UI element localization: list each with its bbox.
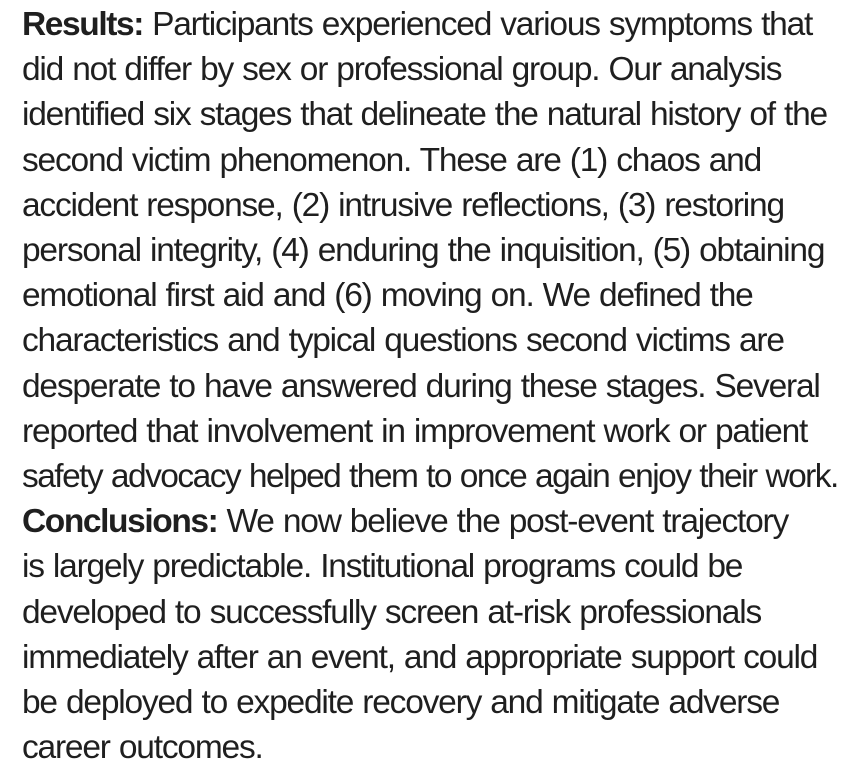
results-section <box>22 2 838 499</box>
conclusions-line: be deployed to expedite recovery and mitigate adverse <box>22 684 780 722</box>
results-line: characteristics and typical questions second victims are <box>22 322 784 360</box>
conclusions-line: developed to successfully screen at-risk professionals <box>22 593 761 631</box>
results-line: second victim phenomenon. These are (1) chaos and <box>22 141 762 179</box>
results-line: desperate to have answered during these stages. Several <box>22 367 820 405</box>
results-text: Participants experienced various symptoms that <box>142 6 813 43</box>
conclusions-line: is largely predictable. Institutional programs could be <box>22 548 743 586</box>
abstract-text <box>22 2 838 770</box>
conclusions-line-1 <box>22 499 838 544</box>
conclusions-line: career outcomes. <box>22 729 263 767</box>
conclusions-heading: Conclusions: <box>22 503 218 541</box>
conclusions-line: immediately after an event, and appropriate support could <box>22 638 818 676</box>
results-line-1 <box>22 2 838 47</box>
results-line: did not differ by sex or professional group. Our analysis <box>22 51 782 89</box>
results-line: reported that involvement in improvement work or patient <box>22 412 808 450</box>
conclusions-section <box>22 499 838 770</box>
conclusions-text: We now believe the post-event trajectory <box>217 503 789 541</box>
results-line: personal integrity, (4) enduring the inquisition, (5) obtaining <box>22 232 825 270</box>
results-line: safety advocacy helped them to once again enjoy their work. <box>22 458 838 496</box>
results-line: identified six stages that delineate the natural history of the <box>22 96 827 134</box>
results-line: emotional first aid and (6) moving on. We defined the <box>22 277 753 315</box>
results-heading: Results: <box>22 6 143 43</box>
results-line: accident response, (2) intrusive reflections, (3) restoring <box>22 186 784 224</box>
